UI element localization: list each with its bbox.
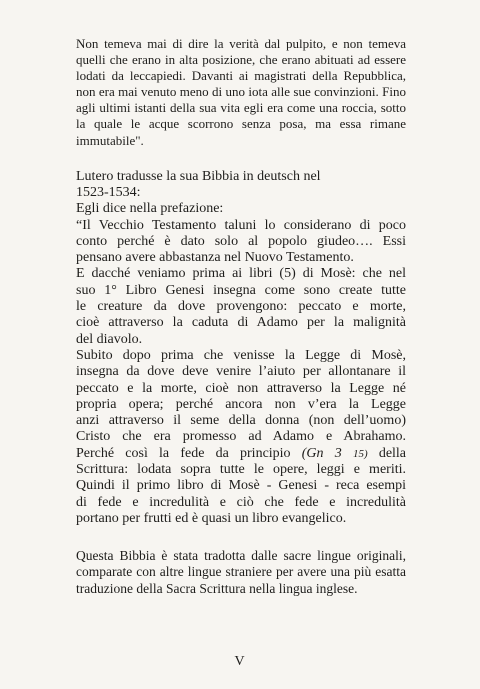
page-number: V [234,654,246,669]
text-line-reference [76,446,406,462]
page-body [76,36,406,597]
paragraph-1: Non temeva mai di dire la verità dal pulpito, e non temeva quelli che erano in alta posizione, che erano abituati ad essere lodati da leccapiedi. Davanti ai magistrati della Repubblica, non era mai venuto meno di uno iota alle sue convinzioni. Fino agli ultimi istanti della sua vita egli era come una roccia, sotto la quale le acque scorrono senza posa, ma essa rimane immutabile". [76,36,406,148]
text-line: “Il Vecchio Testamento taluni lo considerano di poco [76,217,406,233]
text-line: 1523-1534: [76,184,141,200]
reference-book: (Gn 3 [301,445,342,461]
reference-verse: 15) [352,447,368,460]
text-line: conto perché è dato solo al popolo giudeo…. Essi [76,233,406,249]
text-line: pensano avere abbastanza nel Nuovo Testamento. [76,250,354,266]
paragraph-2 [76,169,406,528]
text-line: le creature da dove provengono: peccato e morte, [76,299,406,315]
text-line: insegna da dove deve venire l’aiuto per allontanare il [76,364,406,380]
text-line: di fede e incredulità e ciò che fede e incredulità [76,494,406,510]
text-line: cioè attraverso la caduta di Adamo per la malignità [76,315,406,331]
text-line: peccato e la morte, cioè non attraverso la Legge né [76,380,406,396]
text-line: propria opera; perché ancora non v’era la Legge [76,396,406,412]
text-line: Quindi il primo libro di Mosè - Genesi - reca esempi [76,478,406,494]
text-segment: Perché così la fede da principio [76,445,291,461]
text-line: Scrittura: lodata sopra tutte le opere, leggi e meriti. [76,462,406,477]
text-line: E dacché veniamo prima ai libri (5) di Mosè: che nel [76,266,406,282]
paragraph-3: Questa Bibbia è stata tradotta dalle sacre lingue originali, comparate con altre lingue straniere per avere una più esatta traduzione della Sacra Scrittura nella lingua inglese. [76,548,406,596]
text-segment: della [378,445,407,461]
text-line: portano per frutti ed è quasi un libro evangelico. [76,510,347,526]
text-line: suo 1° Libro Genesi insegna come sono create tutte [76,282,406,298]
text-line: Subito dopo prima che venisse la Legge di Mosè, [76,347,406,363]
text-line: del diavolo. [76,331,143,347]
text-line: Cristo che era promesso ad Adamo e Abrahamo. [76,429,406,445]
text-line: Lutero tradusse la sua Bibbia in deutsch nel [76,168,321,184]
scripture-reference [302,446,368,461]
text-line: anzi attraverso il seme della donna (non dell’uomo) [76,413,406,429]
text-line: Egli dice nella prefazione: [76,201,224,217]
